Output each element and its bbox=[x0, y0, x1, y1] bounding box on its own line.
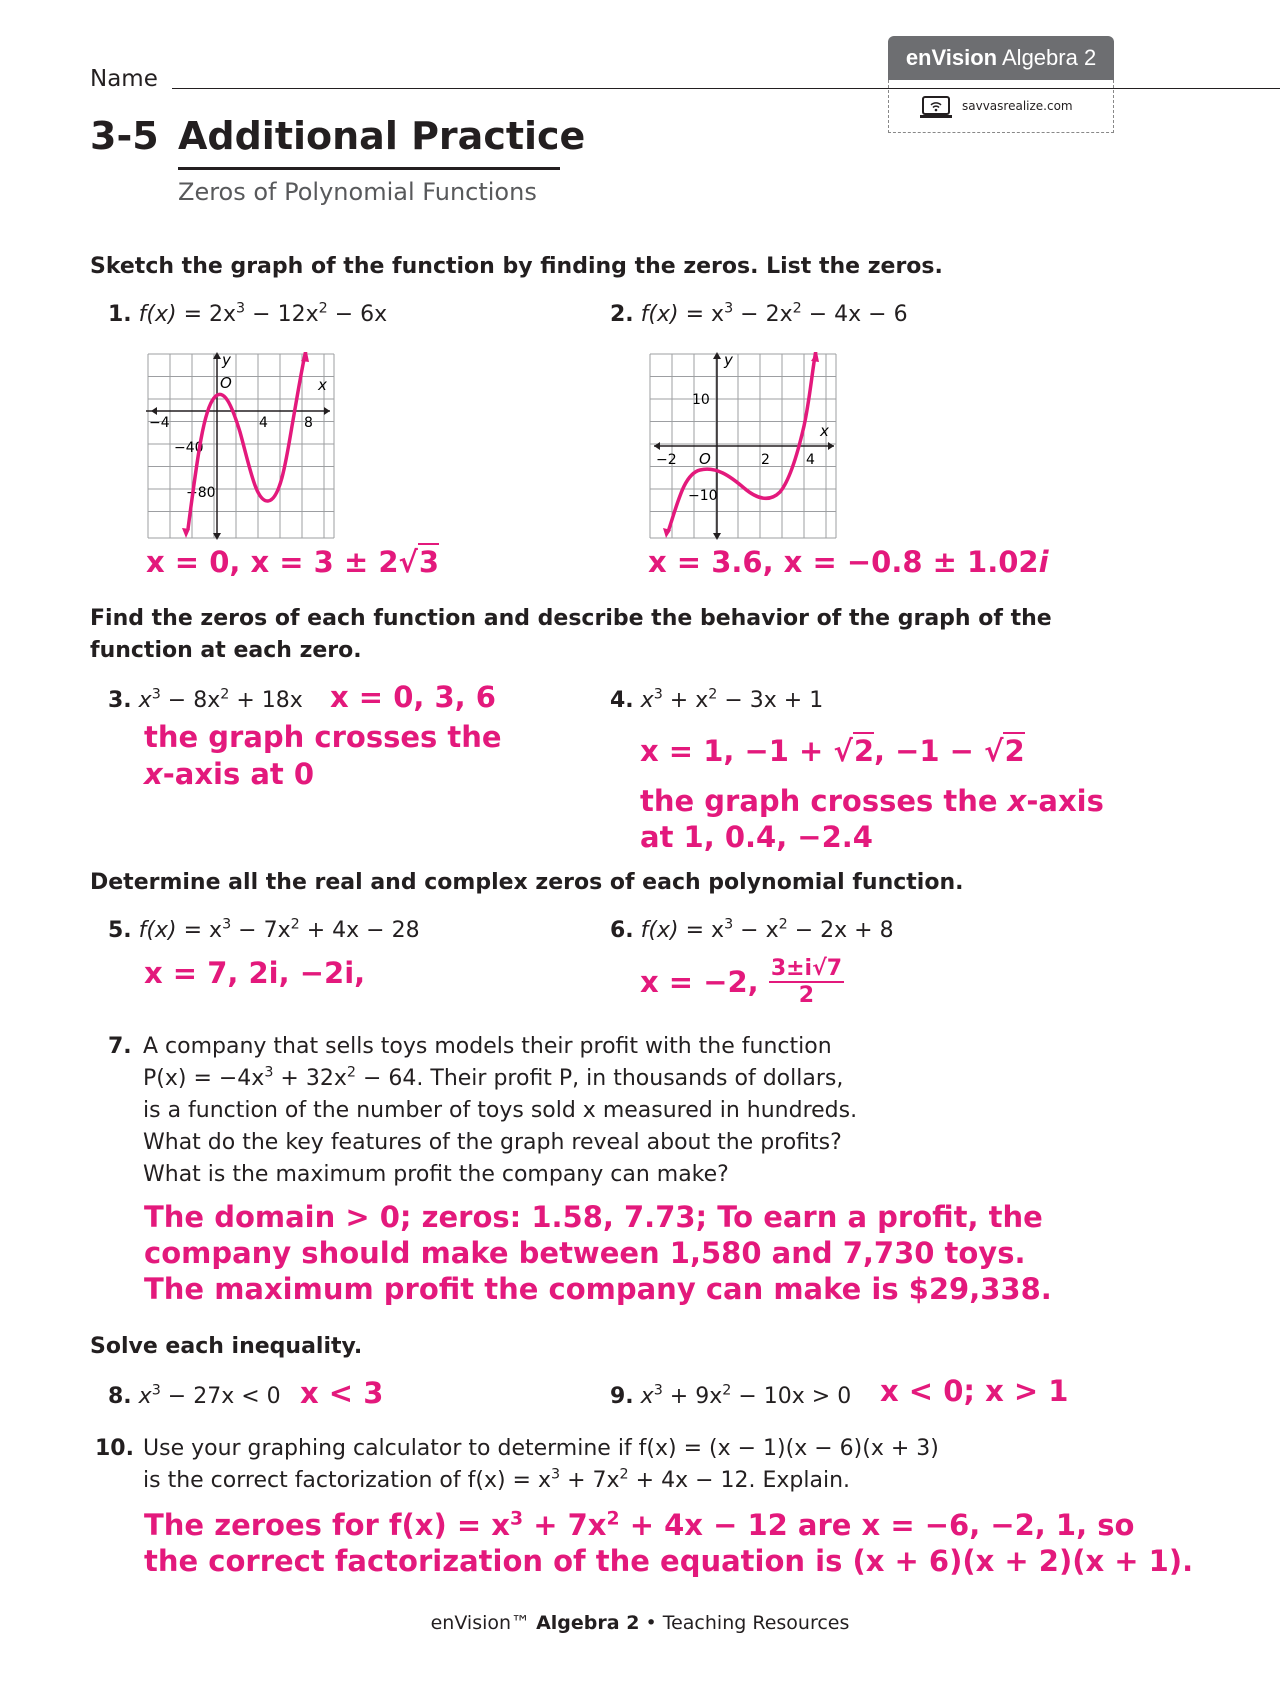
problem-7-line-3: is a function of the number of toys sold x measured in hundreds. bbox=[143, 1098, 858, 1123]
answer-7-line-1: The domain > 0; zeros: 1.58, 7.73; To earn a profit, the bbox=[144, 1200, 1043, 1234]
graph-1-x-label: x bbox=[318, 376, 327, 394]
answer-4-line-1: the graph crosses the x-axis bbox=[640, 784, 1104, 818]
answer-7-line-3: The maximum profit the company can make is $29,338. bbox=[144, 1272, 1052, 1306]
lesson-number: 3-5 bbox=[90, 114, 159, 158]
graph-2-x-label: x bbox=[820, 422, 829, 440]
graph-2 bbox=[648, 352, 838, 540]
problem-10-line-1: Use your graphing calculator to determine if f(x) = (x − 1)(x − 6)(x + 3) bbox=[143, 1436, 939, 1461]
section-instruction-2-line-1: Find the zeros of each function and describe the behavior of the graph of the bbox=[90, 606, 1052, 631]
graph-1 bbox=[146, 352, 336, 540]
lesson-title: Additional Practice bbox=[178, 114, 586, 158]
problem-7-line-4: What do the key features of the graph reveal about the profits? bbox=[143, 1130, 842, 1155]
title-underline bbox=[178, 167, 560, 170]
problem-9: 9. $x^3 + 9x^2 - 10x > 0$ bbox=[610, 1382, 852, 1409]
graph-1-tick-y0: −40 bbox=[174, 440, 204, 456]
answer-7-line-2: company should make between 1,580 and 7,730 toys. bbox=[144, 1236, 1026, 1270]
graph-2-origin: O bbox=[699, 450, 711, 468]
name-label: Name bbox=[90, 66, 158, 92]
graph-1-origin: O bbox=[220, 374, 232, 392]
graph-2-tick-x1: 2 bbox=[761, 452, 770, 468]
brand-envision: enVision bbox=[905, 45, 998, 70]
problem-7-line-2: $P(x) = -4x^3 + 32x^2 - 64$. Their profit P, in thousands of dollars, bbox=[143, 1064, 844, 1091]
problem-8: 8. $x^3 - 27x < 0$ bbox=[108, 1382, 281, 1409]
footer: enVision™ Algebra 2 • Teaching Resources bbox=[430, 1612, 850, 1634]
section-instruction-1: Sketch the graph of the function by finding the zeros. List the zeros. bbox=[90, 254, 943, 279]
problem-3: 3. $x^3 - 8x^2 + 18x$ bbox=[108, 686, 303, 713]
problem-7-line-1: A company that sells toys models their profit with the function bbox=[143, 1034, 832, 1059]
lesson-subtitle: Zeros of Polynomial Functions bbox=[178, 178, 537, 206]
graph-1-tick-y1: −80 bbox=[186, 485, 216, 501]
graph-1-tick-x0: −4 bbox=[149, 415, 170, 431]
answer-5: x = 7, 2i, −2i, bbox=[144, 956, 366, 990]
answer-10-line-2: the correct factorization of the equation is (x + 6)(x + 2)(x + 1). bbox=[144, 1544, 1194, 1578]
graph-1-curve bbox=[188, 352, 306, 529]
answer-1: x = 0, x = 3 ± 2√3 bbox=[146, 545, 440, 579]
answer-6-fraction: $\frac{3\pm i√7}{2}$ bbox=[770, 956, 843, 1008]
problem-7-line-5: What is the maximum profit the company can make? bbox=[143, 1162, 729, 1187]
graph-1-y-label: y bbox=[222, 352, 231, 369]
answer-6: x = −2, $\frac{3\pm i√7}{2}$ bbox=[640, 956, 843, 1008]
section-instruction-3: Determine all the real and complex zeros of each polynomial function. bbox=[90, 870, 964, 895]
problem-6: 6. $f(x) = x^3 - x^2 - 2x + 8$ bbox=[610, 916, 894, 943]
section-instruction-2-line-2: function at each zero. bbox=[90, 638, 362, 663]
section-instruction-4: Solve each inequality. bbox=[90, 1334, 363, 1359]
answer-3-line-1: the graph crosses the bbox=[144, 720, 502, 754]
answer-3-inline: x = 0, 3, 6 bbox=[330, 680, 496, 714]
graph-2-y-label: y bbox=[724, 352, 733, 369]
graph-2-tick-y1: −10 bbox=[688, 488, 718, 504]
graph-2-curve bbox=[668, 352, 816, 532]
laptop-icon bbox=[920, 95, 952, 123]
site-url[interactable]: savvasrealize.com bbox=[962, 99, 1073, 113]
problem-5: 5. $f(x) = x^3 - 7x^2 + 4x - 28$ bbox=[108, 916, 420, 943]
problem-4: 4. $x^3 + x^2 - 3x + 1$ bbox=[610, 686, 824, 713]
brand-algebra: Algebra 2 bbox=[997, 45, 1097, 70]
answer-3-line-2: x-axis at 0 bbox=[144, 757, 315, 791]
graph-1-tick-x2: 8 bbox=[304, 415, 313, 431]
graph-2-tick-x0: −2 bbox=[656, 452, 677, 468]
graph-2-tick-x2: 4 bbox=[806, 452, 815, 468]
problem-10-line-2: is the correct factorization of $f(x) = x^3 + 7x^2 + 4x - 12$. Explain. bbox=[143, 1466, 851, 1493]
answer-10-line-1: The zeroes for $f(x) = x^3 + 7x^2 + 4x - 12$ are x = −6, −2, 1, so bbox=[144, 1508, 1135, 1542]
answer-8: x < 3 bbox=[300, 1376, 384, 1410]
brand-badge bbox=[888, 36, 1114, 80]
answer-4-line-2: at 1, 0.4, −2.4 bbox=[640, 820, 873, 854]
graph-2-tick-y0: 10 bbox=[692, 392, 710, 408]
problem-1: 1. $f(x) = 2x^3 - 12x^2 - 6x$ bbox=[108, 300, 388, 327]
graph-1-tick-x1: 4 bbox=[259, 415, 268, 431]
answer-9: x < 0; x > 1 bbox=[880, 1374, 1069, 1408]
answer-2: x = 3.6, x = −0.8 ± 1.02i bbox=[648, 545, 1049, 579]
problem-2: 2. $f(x) = x^3 - 2x^2 - 4x - 6$ bbox=[610, 300, 908, 327]
answer-4-zeros: x = 1, −1 + √2, −1 − √2 bbox=[640, 734, 1025, 768]
problem-10-number: 10. bbox=[95, 1436, 134, 1461]
brand-box bbox=[888, 36, 1114, 136]
problem-7-number: 7. bbox=[108, 1034, 132, 1059]
